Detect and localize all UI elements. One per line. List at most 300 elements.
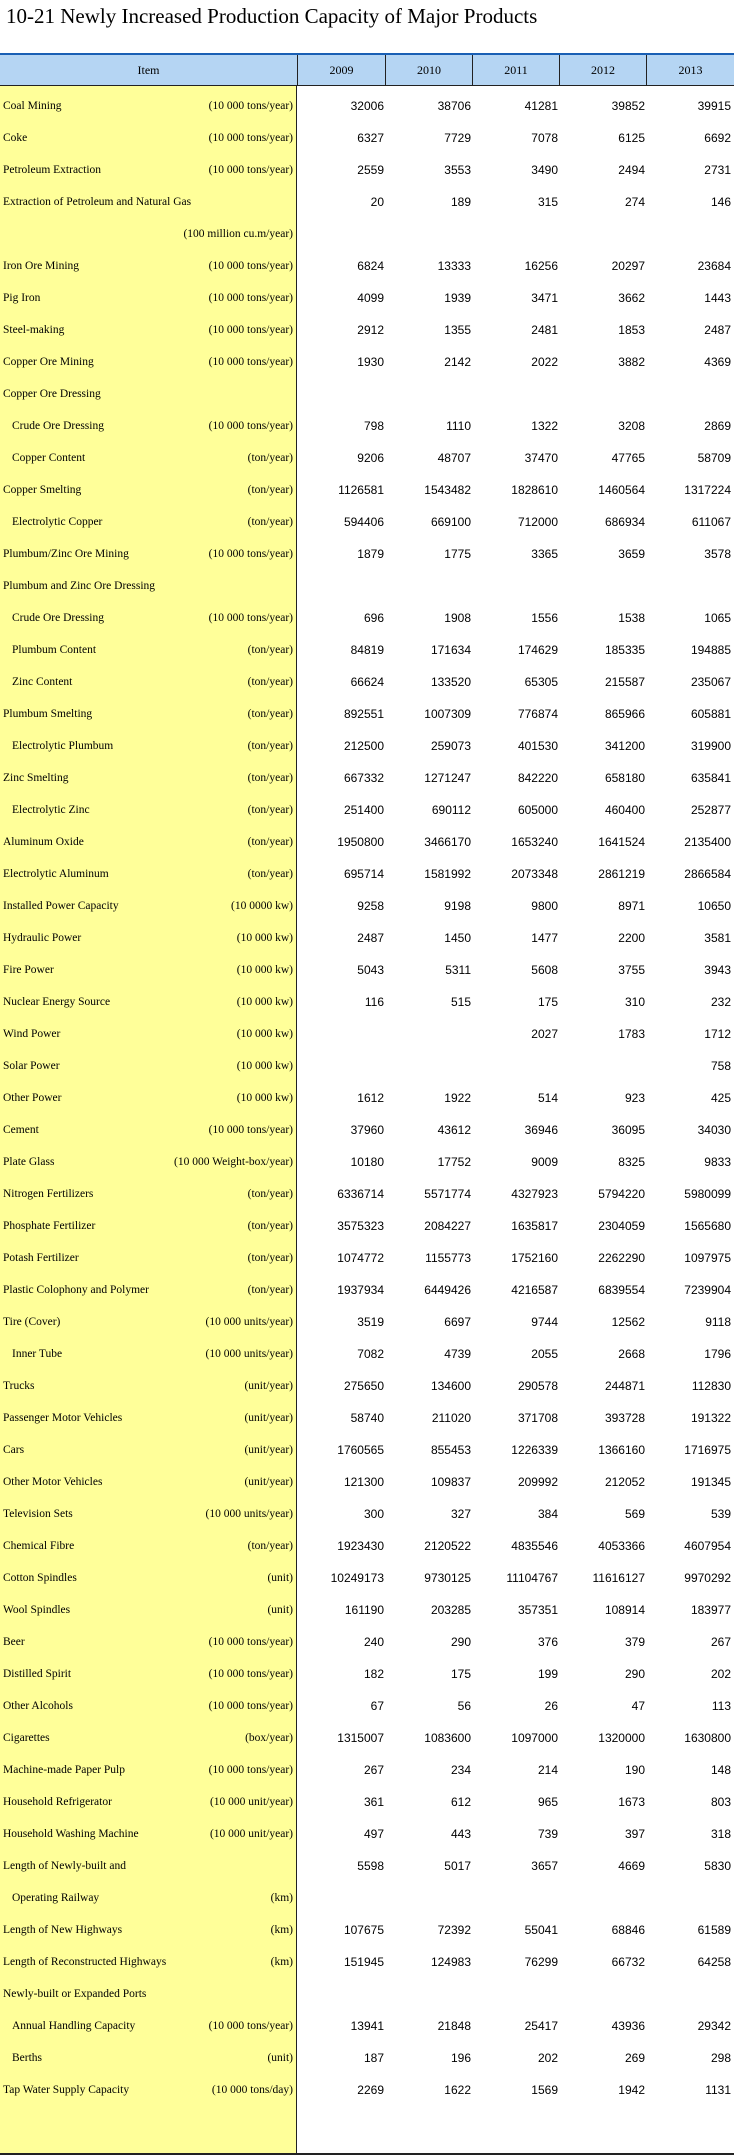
row-value-2009: 1612	[357, 1091, 384, 1105]
row-value-2012: 1942	[618, 2083, 645, 2097]
row-value-2009: 3575323	[337, 1219, 384, 1233]
row-value-2012: 341200	[604, 739, 645, 753]
row-value-2011: 9009	[531, 1155, 558, 1169]
row-value-2009: 182	[363, 1667, 384, 1681]
row-label: Cigarettes	[3, 1732, 50, 1744]
row-value-2013: 3943	[704, 963, 731, 977]
row-value-2010: 175	[450, 1667, 471, 1681]
row-value-2010: 43612	[437, 1123, 471, 1137]
row-value-2013: 611067	[691, 515, 731, 529]
row-value-2013: 9833	[704, 1155, 731, 1169]
row-value-2011: 175	[537, 995, 558, 1009]
row-value-2011	[478, 566, 558, 598]
row-value-2012: 4053366	[598, 1539, 645, 1553]
table-row	[0, 1078, 734, 1110]
row-value-2011: 36946	[524, 1123, 558, 1137]
header-year-2009: 2009	[297, 55, 385, 86]
row-value-2011: 3490	[531, 163, 558, 177]
row-value-2013: 3578	[704, 547, 731, 561]
row-value-2009: 1126581	[338, 483, 384, 497]
row-value-2010: 124983	[430, 1955, 471, 1969]
row-value-2010: 17752	[437, 1155, 471, 1169]
row-value-2009: 66624	[350, 675, 384, 689]
row-value-2009: 187	[363, 2051, 384, 2065]
row-value-2012: 190	[624, 1763, 645, 1777]
row-value-2013: 2869	[704, 419, 731, 433]
row-value-2012: 3662	[618, 291, 645, 305]
table-row	[0, 1558, 734, 1590]
row-unit: (10 000 tons/year)	[208, 324, 293, 336]
row-label: Cars	[3, 1444, 25, 1456]
row-label: Wind Power	[3, 1028, 61, 1040]
row-label: Electrolytic Zinc	[12, 804, 90, 816]
row-label: Installed Power Capacity	[3, 900, 119, 912]
row-value-2011: 3657	[531, 1859, 558, 1873]
row-value-2013: 2866584	[684, 867, 731, 881]
row-unit: (ton/year)	[247, 484, 293, 496]
row-label: Copper Ore Dressing	[3, 388, 101, 400]
row-value-2009: 1760565	[337, 1443, 384, 1457]
row-value-2010: 2084227	[424, 1219, 471, 1233]
row-value-2010	[391, 1974, 471, 2006]
row-label: Chemical Fibre	[3, 1540, 75, 1552]
table-header	[0, 53, 734, 86]
row-value-2013	[651, 374, 731, 406]
table-row	[0, 854, 734, 886]
row-value-2012: 290	[624, 1667, 645, 1681]
row-value-2009: 275650	[343, 1379, 384, 1393]
row-unit: (10 000 tons/year)	[208, 612, 293, 624]
row-value-2011: 1828610	[511, 483, 558, 497]
row-label: Other Power	[3, 1092, 62, 1104]
row-value-2010: 9730125	[424, 1571, 471, 1585]
row-value-2009: 121300	[343, 1475, 384, 1489]
table-row	[0, 1878, 734, 1910]
production-capacity-table	[0, 53, 734, 2155]
row-value-2011: 384	[537, 1507, 558, 1521]
row-unit: (km)	[270, 1892, 293, 1904]
row-label: Plastic Colophony and Polymer	[3, 1284, 149, 1296]
row-value-2012: 36095	[611, 1123, 645, 1137]
row-value-2012: 1366160	[598, 1443, 645, 1457]
row-value-2013: 191322	[690, 1411, 731, 1425]
row-value-2010: 515	[450, 995, 471, 1009]
row-value-2010	[391, 1046, 471, 1078]
row-value-2010: 290	[450, 1635, 471, 1649]
row-value-2013: 252877	[690, 803, 731, 817]
row-value-2009: 240	[363, 1635, 384, 1649]
table-row	[0, 822, 734, 854]
row-label: Petroleum Extraction	[3, 164, 102, 176]
row-label: Length of Reconstructed Highways	[3, 1956, 167, 1968]
row-value-2011: 41281	[524, 99, 558, 113]
row-value-2010: 171634	[430, 643, 471, 657]
row-value-2012: 6125	[618, 131, 645, 145]
table-row	[0, 1366, 734, 1398]
row-label: Newly-built or Expanded Ports	[3, 1988, 147, 2000]
row-unit: (ton/year)	[247, 676, 293, 688]
row-value-2009: 10249173	[330, 1571, 384, 1585]
row-value-2013: 4369	[704, 355, 731, 369]
row-value-2011: 842220	[517, 771, 558, 785]
row-value-2010: 1908	[444, 611, 471, 625]
row-value-2010: 1622	[444, 2083, 471, 2097]
row-value-2010: 4739	[444, 1347, 471, 1361]
row-value-2013: 34030	[697, 1123, 731, 1137]
row-value-2009: 151945	[343, 1955, 384, 1969]
row-value-2011: 209992	[517, 1475, 558, 1489]
row-unit: (unit)	[267, 1604, 293, 1616]
row-label: Copper Ore Mining	[3, 356, 94, 368]
row-value-2009	[304, 214, 384, 246]
table-row	[0, 374, 734, 406]
row-label: Operating Railway	[12, 1892, 100, 1904]
row-unit: (ton/year)	[247, 868, 293, 880]
row-value-2009: 5043	[357, 963, 384, 977]
row-unit: (ton/year)	[247, 1540, 293, 1552]
row-unit: (10 000 units/year)	[205, 1316, 293, 1328]
row-value-2010: 669100	[430, 515, 471, 529]
row-value-2011: 76299	[524, 1955, 558, 1969]
row-value-2013: 64258	[697, 1955, 731, 1969]
row-label: Crude Ore Dressing	[12, 420, 104, 432]
table-row	[0, 1238, 734, 1270]
row-value-2009: 13941	[350, 2019, 384, 2033]
row-value-2009: 1074772	[337, 1251, 384, 1265]
row-value-2013: 39915	[697, 99, 731, 113]
table-row	[0, 246, 734, 278]
row-value-2010: 690112	[431, 803, 471, 817]
row-value-2011: 1322	[531, 419, 558, 433]
row-unit: (unit)	[267, 2052, 293, 2064]
row-value-2009: 4099	[357, 291, 384, 305]
table-row	[0, 1302, 734, 1334]
table-row	[0, 118, 734, 150]
row-value-2010: 13333	[437, 259, 471, 273]
row-value-2009	[304, 566, 384, 598]
row-value-2010	[391, 1014, 471, 1046]
row-value-2009: 1950800	[337, 835, 384, 849]
table-row	[0, 470, 734, 502]
table-row	[0, 1110, 734, 1142]
table-row	[0, 2006, 734, 2038]
row-value-2012: 47765	[611, 451, 645, 465]
row-label: Plumbum and Zinc Ore Dressing	[3, 580, 156, 592]
row-value-2009: 32006	[350, 99, 384, 113]
row-unit: (10 000 tons/year)	[208, 1668, 293, 1680]
row-value-2013: 319900	[690, 739, 731, 753]
row-value-2011: 371708	[517, 1411, 558, 1425]
row-value-2010: 1110	[446, 419, 471, 433]
table-row	[0, 278, 734, 310]
row-value-2011	[478, 1046, 558, 1078]
row-value-2011: 2027	[531, 1027, 558, 1041]
row-value-2010	[391, 1878, 471, 1910]
row-value-2009: 1923430	[337, 1539, 384, 1553]
row-value-2013: 3581	[704, 931, 731, 945]
row-value-2011: 2073348	[511, 867, 558, 881]
row-value-2011: 202	[537, 2051, 558, 2065]
row-value-2010: 1271247	[424, 771, 471, 785]
row-value-2009: 20	[370, 195, 384, 209]
row-value-2013: 9118	[705, 1315, 731, 1329]
row-value-2013: 235067	[690, 675, 731, 689]
row-value-2012: 68846	[611, 1923, 645, 1937]
row-value-2009: 58740	[350, 1411, 384, 1425]
table-row	[0, 438, 734, 470]
row-value-2010: 327	[450, 1507, 471, 1521]
table-row	[0, 1526, 734, 1558]
row-label: Beer	[3, 1636, 25, 1648]
row-unit: (unit/year)	[244, 1412, 293, 1424]
row-value-2013: 635841	[690, 771, 731, 785]
row-value-2013: 191345	[690, 1475, 731, 1489]
row-value-2009: 1879	[357, 547, 384, 561]
row-label: Pig Iron	[3, 292, 41, 304]
row-value-2009: 892551	[343, 707, 384, 721]
row-unit: (10 000 tons/year)	[208, 1700, 293, 1712]
row-value-2010: 56	[457, 1699, 471, 1713]
row-value-2012	[565, 566, 645, 598]
row-label: Aluminum Oxide	[3, 836, 84, 848]
table-row	[0, 982, 734, 1014]
row-value-2013: 113	[711, 1699, 731, 1713]
row-value-2010: 5311	[445, 963, 471, 977]
row-label: Phosphate Fertilizer	[3, 1220, 96, 1232]
row-value-2009	[304, 1014, 384, 1046]
row-value-2011: 26	[544, 1699, 558, 1713]
table-row	[0, 790, 734, 822]
row-value-2012: 274	[624, 195, 645, 209]
row-unit: (10 000 tons/year)	[208, 292, 293, 304]
row-unit: (10 000 kw)	[236, 964, 293, 976]
row-value-2013: 1317224	[684, 483, 731, 497]
row-value-2009: 10180	[350, 1155, 384, 1169]
row-unit: (10 000 kw)	[236, 1028, 293, 1040]
row-value-2009: 2912	[357, 323, 384, 337]
row-unit: (10 000 unit/year)	[209, 1828, 293, 1840]
row-value-2011: 199	[537, 1667, 558, 1681]
row-unit: (10 000 tons/day)	[211, 2084, 293, 2096]
row-value-2013: 605881	[690, 707, 731, 721]
row-value-2013: 58709	[697, 451, 731, 465]
row-value-2013: 298	[710, 2051, 731, 2065]
row-label: Nuclear Energy Source	[3, 996, 111, 1008]
row-unit: (ton/year)	[247, 1188, 293, 1200]
row-value-2012: 6839554	[598, 1283, 645, 1297]
row-label: Steel-making	[3, 324, 65, 336]
row-value-2011	[478, 374, 558, 406]
row-value-2012: 2262290	[598, 1251, 645, 1265]
row-value-2011: 965	[537, 1795, 558, 1809]
row-value-2010: 3553	[444, 163, 471, 177]
row-value-2011: 4835546	[511, 1539, 558, 1553]
row-value-2011: 65305	[524, 675, 558, 689]
row-unit: (10 000 kw)	[236, 1092, 293, 1104]
row-value-2013: 202	[710, 1667, 731, 1681]
row-value-2012: 2304059	[598, 1219, 645, 1233]
row-value-2011: 2055	[531, 1347, 558, 1361]
row-label: Tire (Cover)	[3, 1316, 61, 1328]
table-row	[0, 1334, 734, 1366]
row-label: Coal Mining	[3, 100, 62, 112]
row-value-2010: 234	[450, 1763, 471, 1777]
row-label: Electrolytic Copper	[12, 516, 103, 528]
row-unit: (10 0000 kw)	[231, 900, 293, 912]
table-row	[0, 1142, 734, 1174]
row-value-2012: 39852	[611, 99, 645, 113]
row-value-2009: 3519	[357, 1315, 384, 1329]
row-value-2011: 214	[537, 1763, 558, 1777]
row-value-2012: 658180	[604, 771, 645, 785]
table-row	[0, 1750, 734, 1782]
row-value-2010: 38706	[437, 99, 471, 113]
header-item: Item	[137, 63, 160, 77]
row-value-2010: 6449426	[424, 1283, 471, 1297]
row-label: Copper Content	[12, 452, 86, 464]
table-row	[0, 1174, 734, 1206]
table-row	[0, 566, 734, 598]
row-value-2013: 146	[710, 195, 731, 209]
row-value-2010: 72392	[437, 1923, 471, 1937]
row-value-2010: 1355	[444, 323, 471, 337]
row-value-2010: 196	[450, 2051, 471, 2065]
row-unit: (10 000 kw)	[236, 996, 293, 1008]
row-unit: (10 000 tons/year)	[208, 132, 293, 144]
table-row	[0, 1622, 734, 1654]
row-label: Length of Newly-built and	[3, 1860, 126, 1872]
row-value-2013: 1565680	[684, 1219, 731, 1233]
row-value-2011	[478, 214, 558, 246]
row-label: Zinc Smelting	[3, 772, 69, 784]
row-value-2012: 686934	[604, 515, 645, 529]
row-value-2011: 55041	[524, 1923, 558, 1937]
row-value-2012: 3659	[618, 547, 645, 561]
row-unit: (ton/year)	[247, 452, 293, 464]
row-value-2009: 7082	[357, 1347, 384, 1361]
row-value-2010: 855453	[430, 1443, 471, 1457]
row-value-2010	[391, 374, 471, 406]
row-value-2009	[304, 1974, 384, 2006]
row-unit: (10 000 tons/year)	[208, 164, 293, 176]
row-unit: (10 000 tons/year)	[208, 1764, 293, 1776]
row-value-2013: 148	[710, 1763, 731, 1777]
row-label: Electrolytic Plumbum	[12, 740, 114, 752]
row-value-2011: 1556	[531, 611, 558, 625]
row-value-2010: 259073	[430, 739, 471, 753]
row-value-2011: 4216587	[511, 1283, 558, 1297]
row-value-2009: 6327	[357, 131, 384, 145]
row-value-2010: 7729	[444, 131, 471, 145]
row-value-2013: 23684	[697, 259, 731, 273]
table-row	[0, 2070, 734, 2102]
row-value-2013: 7239904	[684, 1283, 731, 1297]
row-unit: (10 000 tons/year)	[208, 1636, 293, 1648]
table-row	[0, 886, 734, 918]
row-value-2011: 315	[537, 195, 558, 209]
row-unit: (10 000 tons/year)	[208, 260, 293, 272]
row-value-2011: 7078	[531, 131, 558, 145]
row-label: Zinc Content	[12, 676, 73, 688]
table-row	[0, 1910, 734, 1942]
row-value-2012: 47	[631, 1699, 645, 1713]
row-value-2013: 425	[710, 1091, 731, 1105]
row-unit: (10 000 tons/year)	[208, 100, 293, 112]
row-value-2011: 712000	[517, 515, 558, 529]
row-value-2010: 203285	[430, 1603, 471, 1617]
row-value-2013: 5980099	[684, 1187, 731, 1201]
row-value-2013: 29342	[697, 2019, 731, 2033]
row-value-2013: 1131	[705, 2083, 731, 2097]
row-value-2013: 2731	[704, 163, 731, 177]
row-value-2009: 1937934	[337, 1283, 384, 1297]
row-label: Household Refrigerator	[3, 1796, 112, 1808]
table-row	[0, 1782, 734, 1814]
row-label: Electrolytic Aluminum	[3, 868, 109, 880]
row-value-2011: 4327923	[511, 1187, 558, 1201]
row-unit: (10 000 kw)	[236, 932, 293, 944]
row-label: Copper Smelting	[3, 484, 82, 496]
row-unit: (ton/year)	[247, 644, 293, 656]
row-value-2009: 9258	[357, 899, 384, 913]
row-value-2013: 4607954	[684, 1539, 731, 1553]
table-row	[0, 182, 734, 214]
row-value-2010: 1543482	[424, 483, 471, 497]
row-value-2010: 5017	[444, 1859, 471, 1873]
row-value-2013: 1712	[704, 1027, 731, 1041]
row-value-2012: 11616127	[592, 1571, 645, 1585]
row-value-2012	[565, 214, 645, 246]
row-value-2013: 9970292	[684, 1571, 731, 1585]
row-value-2013: 5830	[704, 1859, 731, 1873]
row-value-2009: 497	[363, 1827, 384, 1841]
table-row	[0, 1494, 734, 1526]
row-value-2009	[304, 374, 384, 406]
row-unit: (10 000 unit/year)	[209, 1796, 293, 1808]
row-label: Plumbum/Zinc Ore Mining	[3, 548, 129, 560]
row-value-2012: 4669	[618, 1859, 645, 1873]
row-label: Household Washing Machine	[3, 1828, 139, 1840]
row-value-2009: 361	[363, 1795, 384, 1809]
row-value-2012: 460400	[604, 803, 645, 817]
row-value-2009: 116	[364, 995, 384, 1009]
row-value-2009: 667332	[343, 771, 384, 785]
row-value-2011: 3471	[531, 291, 558, 305]
row-value-2011: 174629	[517, 643, 558, 657]
row-value-2011: 11104767	[506, 1571, 558, 1585]
row-unit: (10 000 tons/year)	[208, 420, 293, 432]
table-row	[0, 310, 734, 342]
row-value-2012	[565, 374, 645, 406]
table-row	[0, 630, 734, 662]
row-value-2010: 5571774	[424, 1187, 471, 1201]
row-unit: (km)	[270, 1924, 293, 1936]
row-value-2010: 612	[450, 1795, 471, 1809]
row-label: Cotton Spindles	[3, 1572, 77, 1584]
row-value-2012: 1673	[618, 1795, 645, 1809]
row-value-2010: 134600	[430, 1379, 471, 1393]
row-value-2012: 1641524	[598, 835, 645, 849]
row-label: Plumbum Smelting	[3, 708, 93, 720]
row-value-2013: 267	[710, 1635, 731, 1649]
row-value-2009: 251400	[343, 803, 384, 817]
table-row	[0, 694, 734, 726]
table-row	[0, 726, 734, 758]
row-value-2012: 215587	[604, 675, 645, 689]
row-value-2012: 8325	[618, 1155, 645, 1169]
row-label: Iron Ore Mining	[3, 260, 80, 272]
row-value-2010: 9198	[444, 899, 471, 913]
